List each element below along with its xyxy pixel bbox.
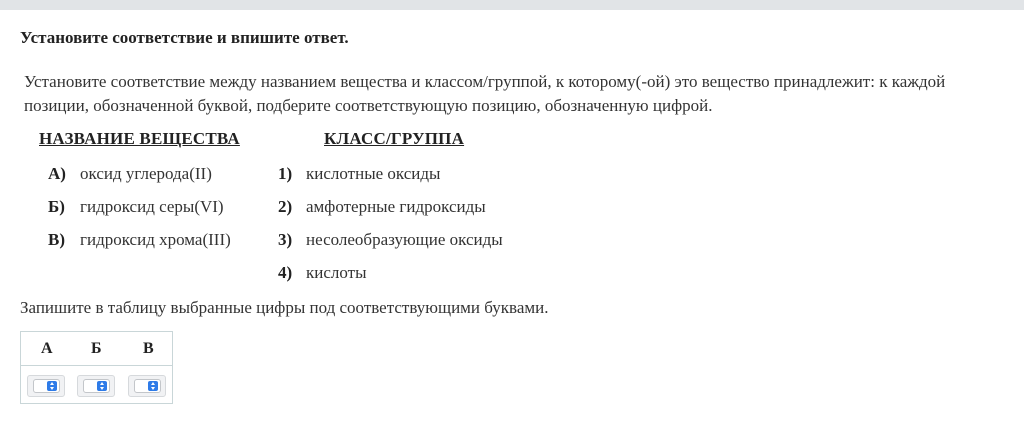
answer-select-b[interactable]: [77, 375, 115, 397]
right-item-1: [278, 164, 440, 184]
answer-header-b: Б: [91, 340, 102, 357]
select-field[interactable]: [33, 379, 60, 393]
left-item-key: А): [48, 164, 66, 183]
top-bar: [0, 0, 1024, 10]
right-item-3: [278, 230, 503, 250]
left-item-text: гидроксид серы(VI): [80, 197, 224, 216]
left-item-a: [48, 164, 212, 184]
right-item-2: [278, 197, 486, 217]
left-item-key: Б): [48, 197, 65, 216]
answer-instructions: Запишите в таблицу выбранные цифры под соответствующими буквами.: [20, 298, 549, 317]
right-item-text: несолеобразующие оксиды: [306, 230, 503, 249]
answer-table: [20, 331, 173, 404]
right-item-text: кислотные оксиды: [306, 164, 441, 183]
left-column-header: НАЗВАНИЕ ВЕЩЕСТВА: [39, 129, 240, 148]
right-item-key: 1): [278, 164, 293, 183]
answer-header-v: В: [143, 340, 154, 357]
left-item-b: [48, 197, 224, 217]
right-item-text: амфотерные гидроксиды: [306, 197, 486, 216]
right-item-text: кислоты: [306, 263, 367, 282]
answer-table-divider: [21, 365, 172, 366]
select-stepper-icon[interactable]: [47, 381, 57, 391]
left-item-key: В): [48, 230, 65, 249]
answer-select-a[interactable]: [27, 375, 65, 397]
task-title: Установите соответствие и впишите ответ.: [20, 28, 349, 47]
select-field[interactable]: [83, 379, 110, 393]
right-column-header: КЛАСС/ГРУППА: [324, 129, 465, 148]
right-item-4: [278, 263, 367, 283]
right-item-key: 2): [278, 197, 293, 216]
select-stepper-icon[interactable]: [148, 381, 158, 391]
left-item-text: оксид углерода(II): [80, 164, 212, 183]
task-instructions: Установите соответствие между названием вещества и классом/группой, к которому(-ой) это вещество принадлежит: к каждой позиции, обозначенной буквой, подберите соответствующую позицию, обозначенную цифрой.: [24, 72, 946, 115]
right-item-key: 3): [278, 230, 293, 249]
right-item-key: 4): [278, 263, 293, 282]
answer-header-a: А: [41, 340, 53, 357]
select-stepper-icon[interactable]: [97, 381, 107, 391]
select-field[interactable]: [134, 379, 161, 393]
left-item-v: [48, 230, 231, 250]
left-item-text: гидроксид хрома(III): [80, 230, 231, 249]
answer-select-v[interactable]: [128, 375, 166, 397]
